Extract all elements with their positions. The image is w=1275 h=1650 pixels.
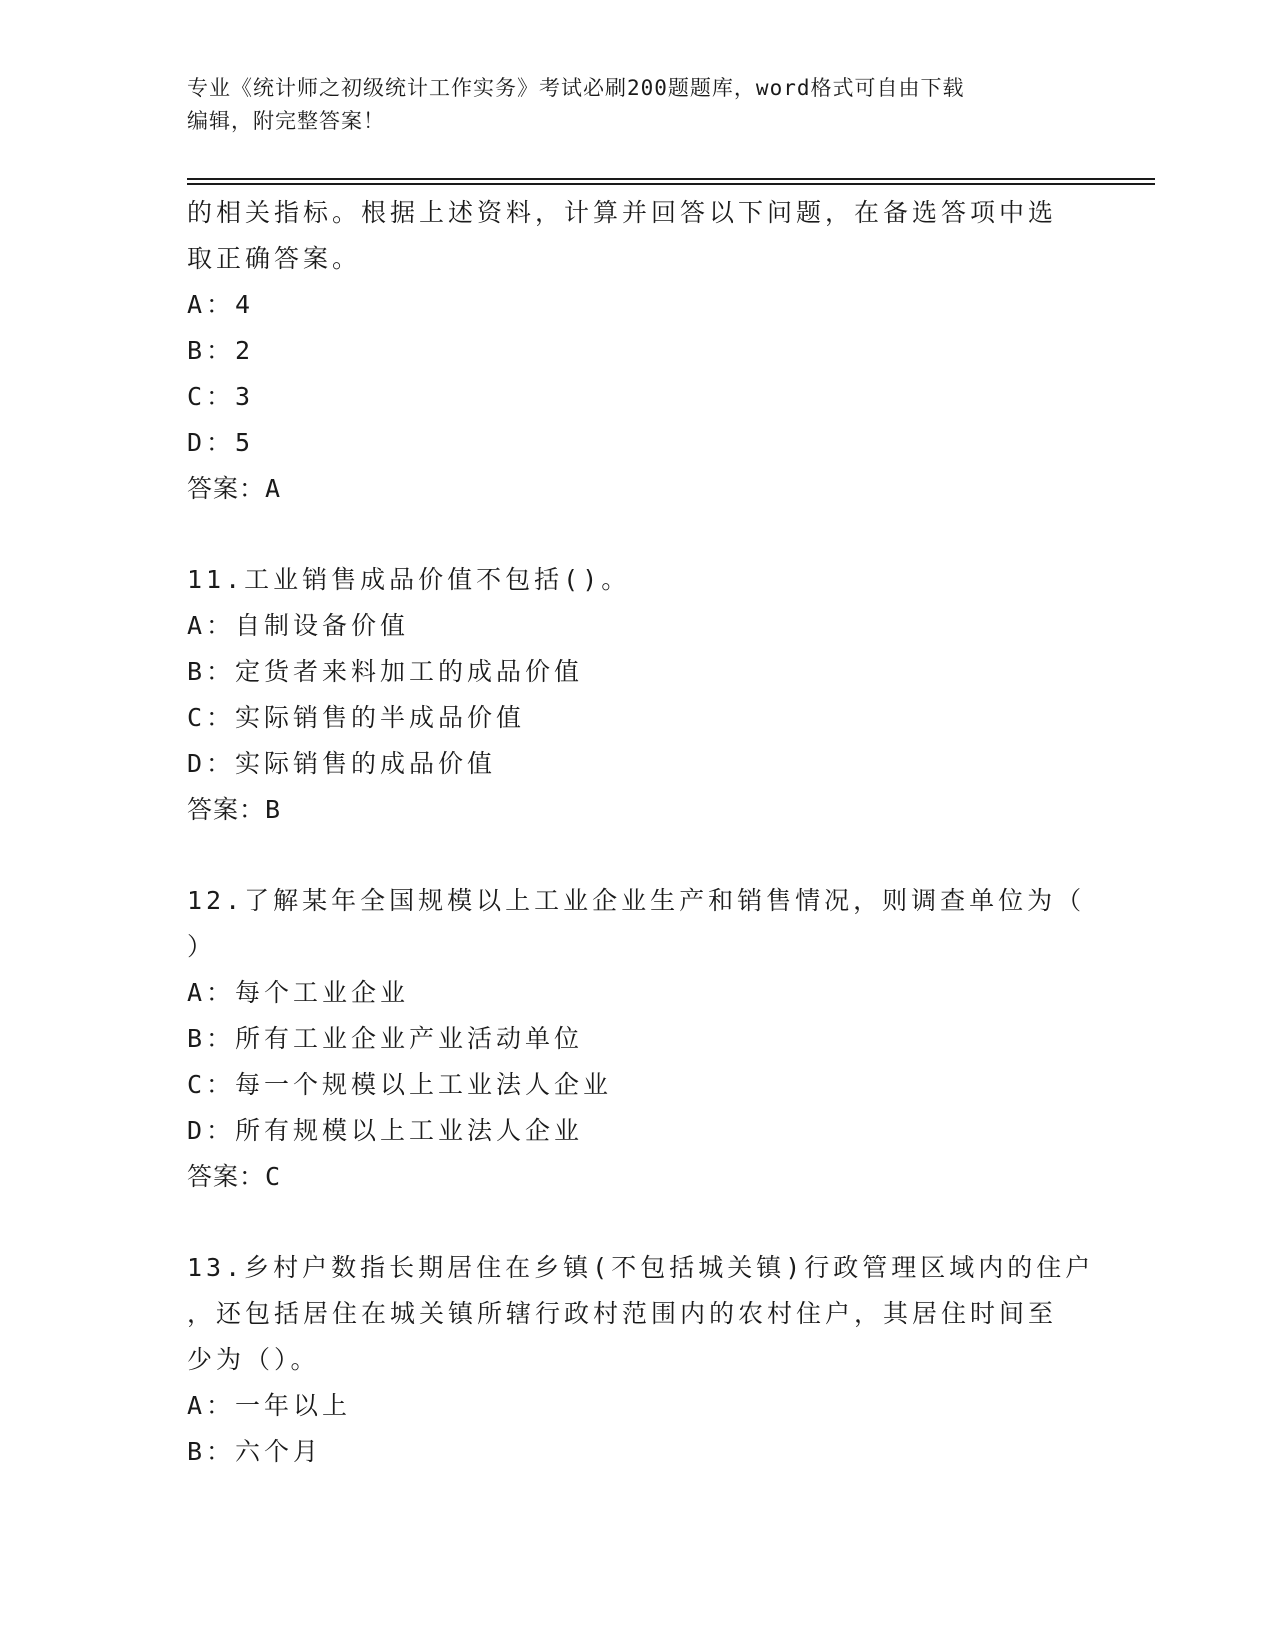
q10-answer: 答案：A: [187, 474, 282, 503]
q10-option-c: C：3: [187, 382, 255, 411]
spacer: [187, 833, 1087, 878]
q12-stem-line-1: 12.了解某年全国规模以上工业企业生产和销售情况，则调查单位为（: [187, 886, 1086, 915]
q12-option-d: D：所有规模以上工业法人企业: [187, 1116, 584, 1145]
document-body: [187, 190, 1095, 1475]
spacer: [187, 1200, 1087, 1245]
q11-option-b: B：定货者来料加工的成品价值: [187, 657, 584, 686]
q11-answer: 答案：B: [187, 795, 282, 824]
q13-stem-line-2: ，还包括居住在城关镇所辖行政村范围内的农村住户，其居住时间至: [187, 1299, 1058, 1328]
q12-option-b: B：所有工业企业产业活动单位: [187, 1024, 584, 1053]
q13-stem-line-1: 13.乡村户数指长期居住在乡镇(不包括城关镇)行政管理区域内的住户: [187, 1253, 1095, 1282]
q11-option-a: A：自制设备价值: [187, 611, 410, 640]
q10-option-d: D：5: [187, 428, 255, 457]
page-header: [187, 72, 1087, 138]
q13-option-b: B：六个月: [187, 1437, 323, 1466]
q11-stem: 11.工业销售成品价值不包括()。: [187, 565, 631, 594]
intro-line-2: 取正确答案。: [187, 244, 362, 273]
q10-option-a: A：4: [187, 290, 255, 319]
intro-line-1: 的相关指标。根据上述资料，计算并回答以下问题，在备选答项中选: [187, 198, 1058, 227]
header-title-line-2: 编辑，附完整答案！: [187, 109, 385, 133]
spacer: [187, 512, 1087, 557]
q11-option-d: D：实际销售的成品价值: [187, 749, 497, 778]
q12-option-c: C：每一个规模以上工业法人企业: [187, 1070, 613, 1099]
q11-option-c: C：实际销售的半成品价值: [187, 703, 526, 732]
q12-answer: 答案：C: [187, 1162, 282, 1191]
q12-option-a: A：每个工业企业: [187, 978, 410, 1007]
header-title-line-1: 专业《统计师之初级统计工作实务》考试必刷200题题库，word格式可自由下载: [187, 76, 965, 100]
header-rule-bottom: [187, 183, 1155, 185]
q12-stem-line-2: ）: [187, 932, 217, 961]
q13-stem-line-3: 少为（）。: [187, 1345, 320, 1374]
header-rule-top: [187, 178, 1155, 180]
q13-option-a: A：一年以上: [187, 1391, 352, 1420]
q10-option-b: B：2: [187, 336, 255, 365]
